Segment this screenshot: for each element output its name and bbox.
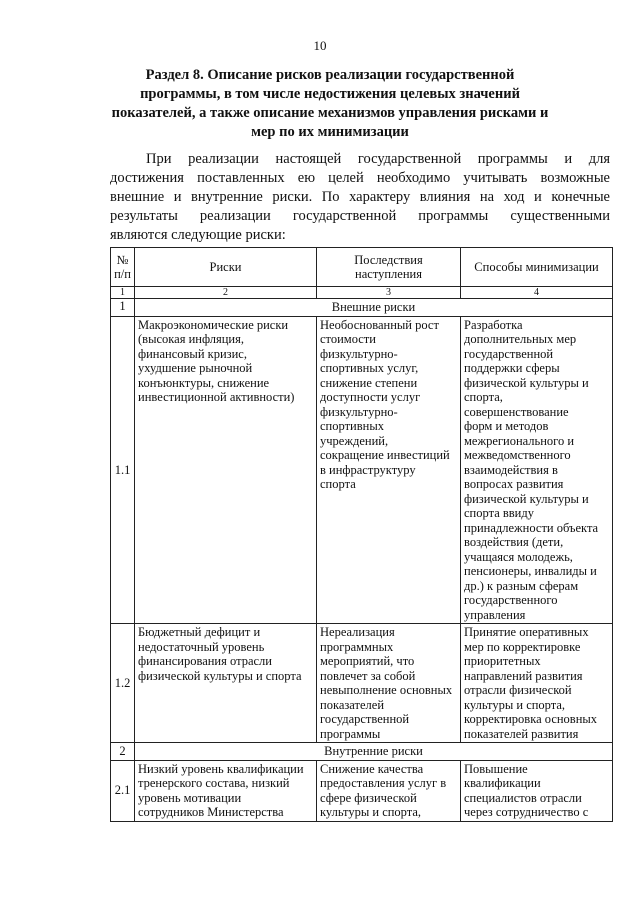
column-index-row [111,287,613,299]
cell-line: спорта ввиду [464,506,534,520]
paragraph-line: результаты реализации государственной программы существенными [110,208,610,224]
paragraph-line: являются следующие риски: [110,227,286,243]
paragraph-line: внешние и внутренние риски. По характеру влияния на ход и конечные [110,189,610,205]
cell-line: Низкий уровень квалификации [138,761,304,776]
section-heading [110,66,550,142]
cell-line: форм и методов [464,419,549,433]
header-num [111,248,135,287]
group-num: 1 [111,299,135,317]
table-row [111,624,613,743]
cell-line: государственной [464,346,554,361]
cell-line: инвестиционной активности) [138,390,295,404]
cell-line: Бюджетный дефицит и [138,625,261,639]
cell-line: сокращение инвестиций [320,448,450,462]
cell-line: наступления [355,267,422,281]
cell-line: № [116,252,129,267]
cell-line: программных [320,639,394,654]
cell-line: мер по корректировке [464,639,581,654]
cell-line: через сотрудничество с [464,805,589,819]
group-row-external [111,299,613,317]
cell-line: в инфраструктуру [320,462,416,477]
cell-line: межведомственного [464,448,571,462]
cell-line: программы [320,726,381,741]
row-num: 1.1 [111,316,135,624]
cell-line: Принятие оперативных [464,625,589,639]
cell-line: снижение степени [320,375,418,390]
cell-line: воздействия (дети, [464,535,564,549]
group-row-internal [111,743,613,761]
cell-line: показателей [320,697,385,712]
cell-line: доступности услуг [320,390,421,404]
heading-line: мер по их минимизации [251,124,409,140]
cell-line: поддержки сферы [464,361,560,375]
cell-line: взаимодействия в [464,462,558,477]
mitigation-cell [461,624,613,743]
page-number: 10 [313,38,327,53]
cell-line: Способы минимизации [474,259,599,274]
cell-line: учащаяся молодежь, [464,549,573,564]
cell-line: невыполнение основных [320,683,453,697]
cell-line: сотрудников Министерства [138,805,284,819]
cell-line: Нереализация [320,625,395,639]
cell-line: физической культуры и спорта [138,668,302,683]
cell-line: культуры и спорта, [464,697,566,712]
cell-line: мероприятий, что [320,654,415,668]
cell-line: стоимости [320,332,376,346]
cell-line: недостаточный уровень [138,639,265,654]
risk-cell [135,760,317,821]
cell-line: уровень мотивации [138,790,242,805]
cell-line: отрасли физической [464,683,572,697]
paragraph-line: При реализации настоящей государственной программы и для [146,151,610,167]
cell-line: культуры и спорта, [320,805,422,819]
cell-line: (высокая инфляция, [138,332,244,346]
cell-line: учреждений, [320,433,389,448]
risk-cell [135,624,317,743]
cell-line: конъюнктуры, снижение [138,375,270,390]
consequence-cell [317,760,461,821]
heading-line: программы, в том числе недостижения целевых значений [140,86,520,102]
cell-line: спорта, [464,390,503,404]
table-header-row [111,248,613,287]
column-index: 2 [135,287,317,299]
header-risks [135,248,317,287]
cell-line: физкультурно- [320,404,398,419]
cell-line: тренерского состава, низкий [138,776,290,790]
table-row [111,760,613,821]
header-consequences [317,248,461,287]
cell-line: пенсионеры, инвалиды и [464,564,597,578]
cell-line: дополнительных мер [464,332,577,346]
cell-line: др.) к разным сферам [464,578,579,593]
cell-line: физкультурно- [320,346,398,361]
paragraph-line: достижения поставленных ею целей необходимо учитывать возможные [110,170,610,186]
cell-line: показателей развития [464,726,579,741]
cell-line: Последствия [354,252,423,267]
risks-table [110,247,613,822]
cell-line: направлений развития [464,668,583,683]
cell-line: корректировка основных [464,712,598,726]
cell-line: вопросах развития [464,477,564,491]
intro-paragraph [110,150,610,245]
cell-line: физической культуры и [464,491,589,506]
cell-line: Снижение качества [320,761,424,776]
cell-line: управления [464,607,526,622]
cell-line: ухудшение рыночной [138,361,253,375]
cell-line: повлечет за собой [320,668,416,683]
cell-line: принадлежности объекта [464,520,599,535]
group-label: Внутренние риски [135,743,613,761]
row-num: 2.1 [111,760,135,821]
cell-line: государственной [320,712,410,726]
cell-line: межрегионального и [464,433,575,448]
group-label: Внешние риски [135,299,613,317]
cell-line: спорта [320,477,356,491]
cell-line: Повышение [464,761,528,776]
cell-line: предоставления услуг в [320,776,447,790]
cell-line: Разработка [464,317,523,332]
cell-line: совершенствование [464,404,569,419]
column-index: 4 [461,287,613,299]
cell-line: сфере физической [320,790,417,805]
risk-cell [135,316,317,624]
mitigation-cell [461,760,613,821]
cell-line: спортивных [320,419,384,433]
cell-line: Макроэкономические риски [138,317,289,332]
cell-line: спортивных услуг, [320,361,419,375]
table-row [111,316,613,624]
cell-line: приоритетных [464,654,541,668]
cell-line: государственного [464,593,558,607]
heading-line: Раздел 8. Описание рисков реализации государственной [145,67,515,83]
group-num: 2 [111,743,135,761]
header-mitigation [461,248,613,287]
row-num: 1.2 [111,624,135,743]
cell-line: физической культуры и [464,375,589,390]
cell-line: финансирования отрасли [138,654,272,668]
cell-line: специалистов отрасли [464,790,582,805]
consequence-cell [317,624,461,743]
mitigation-cell [461,316,613,624]
cell-line: квалификации [464,776,541,790]
cell-line: Риски [209,259,242,274]
heading-line: показателей, а также описание механизмов управления рисками и [111,105,549,121]
consequence-cell [317,316,461,624]
cell-line: финансовый кризис, [138,346,247,361]
column-index: 3 [317,287,461,299]
cell-line: Необоснованный рост [320,317,439,332]
cell-line: п/п [114,267,131,281]
column-index: 1 [111,287,135,299]
